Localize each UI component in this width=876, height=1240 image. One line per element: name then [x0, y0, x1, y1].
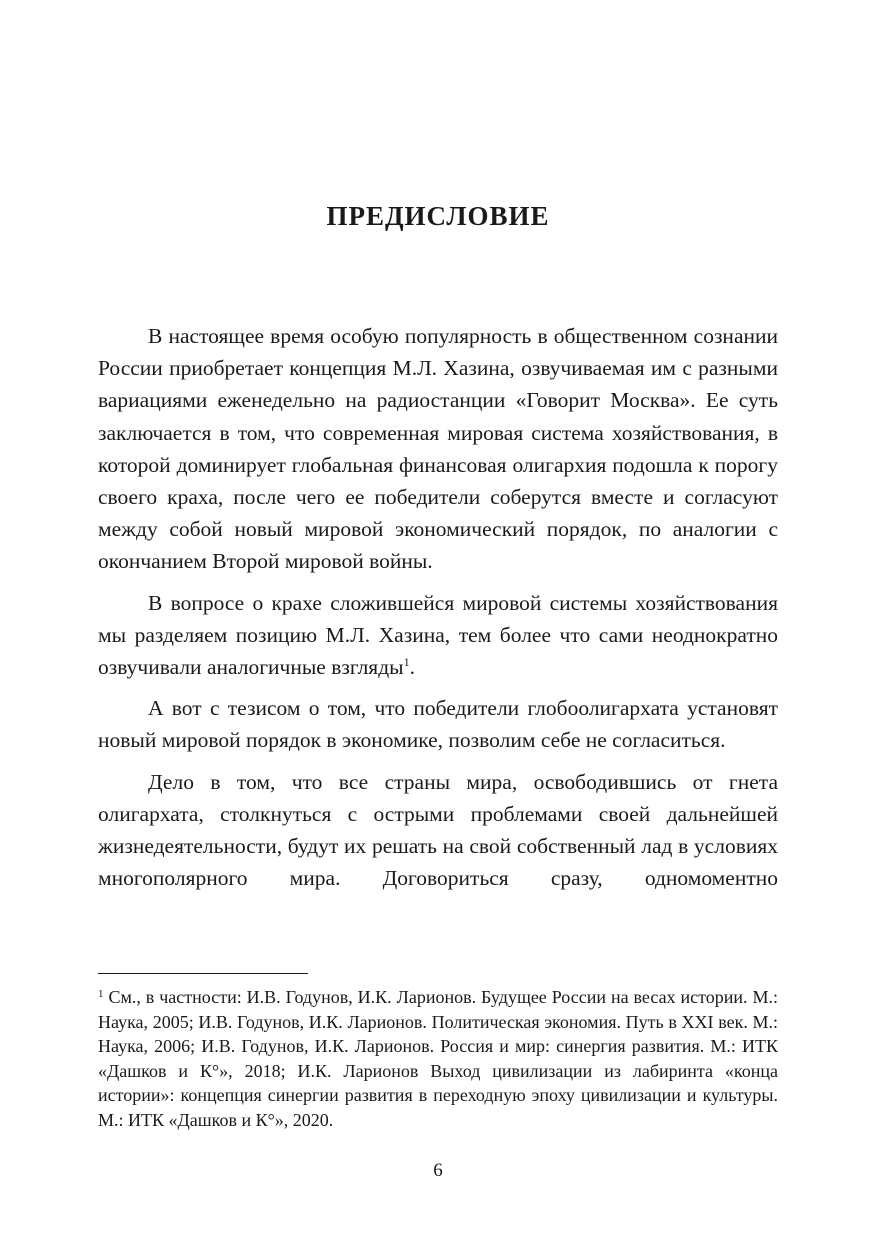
paragraph-2: [98, 587, 778, 684]
footnote-text: См., в частности: И.В. Годунов, И.К. Ларионов. Будущее России на весах истории. М.: Наука, 2005; И.В. Годунов, И.К. Ларионов. Политическая экономия. Путь в XXI век. М.: Наука, 2006; И.В. Годунов, И.К. Ларионов. Россия и мир: синергия развития. М.: ИТК «Дашков и К°», 2018; И.К. Ларионов Выход цивилизации из лабиринта «конца истории»: концепция синергии развития в переходную эпоху цивилизации и культуры. М.: ИТК «Дашков и К°», 2020.: [98, 987, 778, 1130]
footnote: [98, 985, 778, 1133]
footnote-reference[interactable]: 1: [403, 655, 410, 670]
paragraph-2-end: .: [409, 655, 415, 680]
page-number: 6: [433, 1160, 443, 1181]
paragraph-4: Дело в том, что все страны мира, освободившись от гнета олигархата, столкнуться с острыми проблемами своей дальнейшей жизнедеятельности, будут их решать на свой собственный лад в условиях многополярного мира. Договориться сразу, одномоментно: [98, 769, 778, 891]
paragraph-3: А вот с тезисом о том, что победители глобоолигархата установят новый мировой порядок в экономике, позволим себе не согласиться.: [98, 696, 778, 753]
paragraph-2-text: В вопросе о крахе сложившейся мировой системы хозяйствования мы разделяем позицию М.Л. Хазина, тем более что сами неоднократно озвучивали аналогичные взгляды: [98, 590, 778, 680]
footnote-mark: 1: [98, 988, 104, 1000]
page-title: ПРЕДИСЛОВИЕ: [326, 201, 550, 231]
footnote-divider: [98, 973, 308, 974]
body-text: [98, 320, 778, 903]
paragraph-1: В настоящее время особую популярность в общественном сознании России приобретает концепция М.Л. Хазина, озвучиваемая им с разными вариациями еженедельно на радиостанции «Говорит Москва». Ее суть заключается в том, что современная мировая система хозяйствования, в которой доминирует глобальная финансовая олигархия подошла к порогу своего краха, после чего ее победители соберутся вместе и согласуют между собой новый мировой экономический порядок, по аналогии с окончанием Второй мировой войны.: [98, 324, 778, 574]
